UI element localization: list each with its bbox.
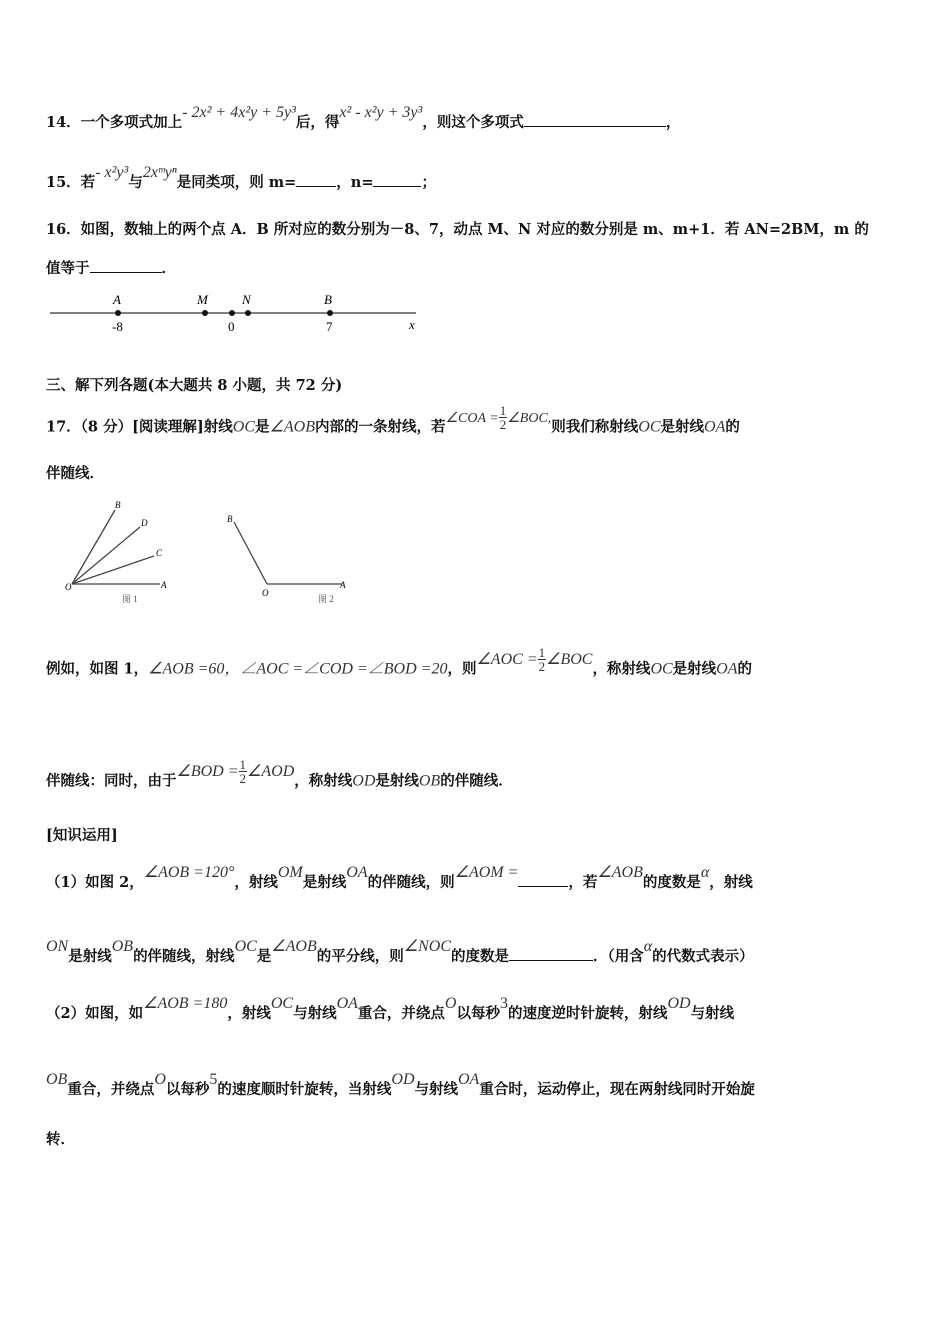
math-expr: x² - x²y + 3y³ <box>339 104 423 121</box>
tick-0: 0 <box>228 319 235 334</box>
figure-1-caption: 图 1 <box>122 594 138 604</box>
svg-text:D: D <box>141 518 148 528</box>
svg-text:O: O <box>65 582 72 592</box>
svg-text:O: O <box>262 588 269 598</box>
example-line: 例如，如图 1，∠AOB =60，∠AOC =∠COD =∠BOD =20，则∠AOC = $\frac{1}{2}$ ∠BOC，称射线OC是射线OA的 <box>46 645 752 678</box>
question-16-line2: 值等于 ． <box>46 260 176 277</box>
answer-blank-noc[interactable] <box>509 946 593 961</box>
question-17-line1: 17．（8 分）[阅读理解]射线OC是∠AOB内部的一条射线，若∠COA = $\frac{1}{2}$ ∠BOC,则我们称射线OC是射线OA的 <box>46 403 740 436</box>
ray-od <box>72 527 140 584</box>
tick-neg8: -8 <box>112 319 123 334</box>
figure-2 <box>222 508 362 608</box>
answer-blank-aom[interactable] <box>518 872 568 887</box>
question-15: 15．若- x²y³与2xᵐyⁿ是同类项，则 m= ，n= ； <box>46 164 436 191</box>
question-14: 14．一个多项式加上- 2x² + 4x²y + 5y³后，得x² - x²y + 3y³，则这个多项式 ， <box>46 104 681 131</box>
point-b <box>327 310 333 316</box>
figure-1 <box>60 496 190 608</box>
answer-blank[interactable] <box>524 112 666 127</box>
label-m: M <box>197 292 208 307</box>
part-2-line3: 转． <box>46 1131 75 1148</box>
svg-text:B: B <box>227 514 233 524</box>
label-a: A <box>113 292 121 307</box>
svg-text:C: C <box>156 548 163 558</box>
ray-oc <box>72 556 154 584</box>
point-a <box>115 310 121 316</box>
knowledge-heading: [知识运用] <box>46 827 118 844</box>
math-expr: - x²y³ <box>95 164 129 181</box>
tick-7: 7 <box>326 319 333 334</box>
axis-label-x: x <box>409 317 415 332</box>
ray-ob <box>72 510 115 584</box>
svg-text:B: B <box>115 500 121 510</box>
point-n <box>245 310 251 316</box>
point-zero <box>229 310 235 316</box>
section-title: 三、解下列各题(本大题共 8 小题，共 72 分) <box>46 377 343 394</box>
svg-text:A: A <box>161 580 167 590</box>
part-1-line2: ON是射线OB的伴随线，射线OC是∠AOB的平分线，则∠NOC的度数是 ．（用含α的代数式表示） <box>46 938 754 965</box>
math-expr: - 2x² + 4x²y + 5y³ <box>182 104 296 121</box>
figure-2-caption: 图 2 <box>318 594 334 604</box>
answer-blank-n[interactable] <box>373 172 421 187</box>
question-16-line1: 16．如图，数轴上的两个点 A．B 所对应的数分别为－8、7，动点 M、N 对应的数分别是 m、m+1．若 AN=2BM，m 的 <box>46 221 869 238</box>
part-2-line2: OB重合，并绕点O以每秒5的速度顺时针旋转，当射线OD与射线OA重合时，运动停止，现在两射线同时开始旋 <box>46 1071 755 1098</box>
number-line-figure <box>44 288 434 336</box>
answer-blank-m[interactable] <box>296 172 336 187</box>
math-expr: 2xᵐyⁿ <box>142 164 177 181</box>
answer-blank[interactable] <box>90 258 162 273</box>
point-m <box>202 310 208 316</box>
companion-line: 伴随线：同时，由于∠BOD = $\frac{1}{2}$ ∠AOD，称射线OD是射线OB的伴随线． <box>46 757 513 790</box>
part-1-line1: （1）如图 2，∠AOB =120°，射线OM是射线OA的伴随线，则∠AOM =，若∠AOB的度数是α，射线 <box>46 864 753 891</box>
svg-text:A: A <box>340 580 346 590</box>
label-b: B <box>324 292 332 307</box>
ray-ob <box>234 522 267 584</box>
label-n: N <box>242 292 251 307</box>
question-17-line2: 伴随线． <box>46 465 104 482</box>
fraction-half: $\frac{1}{2}$ <box>499 403 507 432</box>
part-2-line1: （2）如图，如∠AOB =180，射线OC与射线OA重合，并绕点O以每秒3的速度逆时针旋转，射线OD与射线 <box>46 995 735 1022</box>
